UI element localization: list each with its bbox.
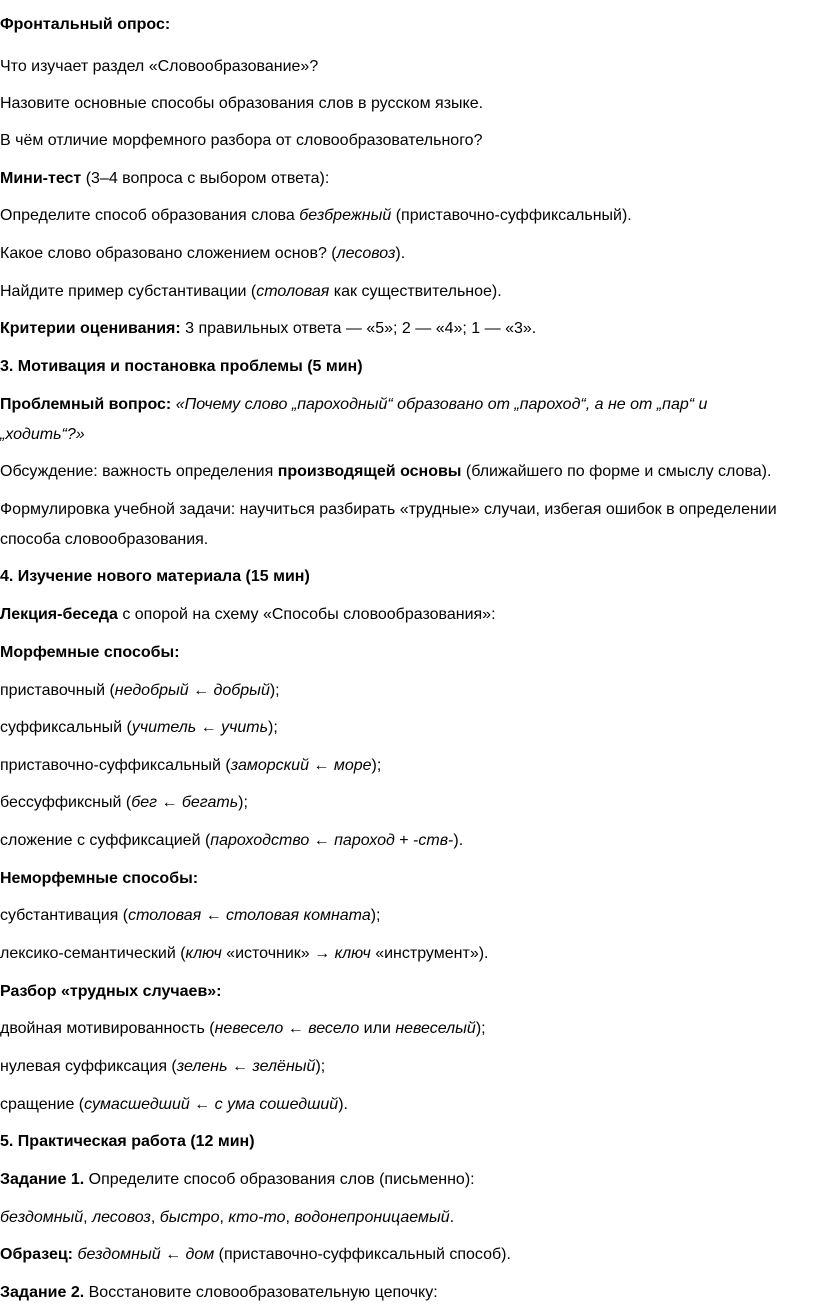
text-run: Задание 1. bbox=[0, 1171, 85, 1188]
text-run: сумасшедший ← с ума сошедший bbox=[84, 1096, 339, 1113]
text-run: лексико-семантический ( bbox=[0, 945, 186, 962]
text-run: Фронтальный опрос: bbox=[0, 16, 171, 33]
hard-cases-heading bbox=[0, 982, 222, 1002]
text-run: лесовоз bbox=[92, 1209, 151, 1226]
case-zero-suffixation bbox=[0, 1057, 325, 1077]
text-run: сращение ( bbox=[0, 1096, 85, 1113]
text-run: зелень ← зелёный bbox=[176, 1058, 316, 1075]
text-run: безбрежный bbox=[299, 207, 392, 224]
text-run: ); bbox=[475, 1020, 486, 1037]
text-run: (3–4 вопроса с выбором ответа): bbox=[81, 170, 330, 187]
text-run: «Почему слово „пароходный“ образовано от „пароход“, а не от „пар“ и bbox=[175, 396, 708, 413]
text-run: пароходство ← пароход bbox=[210, 832, 395, 849]
text-run: Проблемный вопрос: bbox=[0, 396, 172, 413]
question-1 bbox=[0, 57, 318, 77]
case-fusion bbox=[0, 1095, 348, 1115]
section-3-heading bbox=[0, 357, 363, 377]
method-zero-suffix bbox=[0, 793, 248, 813]
text-run: Что изучает раздел «Словообразование»? bbox=[0, 58, 319, 75]
discussion-text bbox=[0, 462, 771, 482]
text-run: Обсуждение: важность определения bbox=[0, 463, 278, 480]
text-run: невеселый bbox=[395, 1020, 476, 1037]
text-run: Назовите основные способы образования слов в русском языке. bbox=[0, 95, 484, 112]
nonmorphemic-methods-heading bbox=[0, 869, 198, 889]
morphemic-methods-heading bbox=[0, 643, 180, 663]
text-run: кто-то bbox=[228, 1209, 286, 1226]
text-run: Неморфемные способы: bbox=[0, 870, 199, 887]
method-suffixal bbox=[0, 718, 278, 738]
text-run: Определите способ образования слов (письменно): bbox=[84, 1171, 475, 1188]
text-run: столовая bbox=[256, 283, 330, 300]
section-5-heading bbox=[0, 1132, 255, 1152]
text-run: Восстановите словообразовательную цепочку: bbox=[84, 1284, 438, 1301]
text-run: бессуффиксный ( bbox=[0, 794, 132, 811]
text-run: 3. Мотивация и постановка проблемы (5 мин) bbox=[0, 358, 363, 375]
text-run: Какое слово образовано сложением основ? ( bbox=[0, 245, 337, 262]
heading-frontal-survey bbox=[0, 15, 170, 35]
text-run: ключ bbox=[185, 945, 222, 962]
text-run: как существительное). bbox=[329, 283, 502, 300]
text-run: водонепроницаемый bbox=[294, 1209, 450, 1226]
text-run: , bbox=[83, 1209, 93, 1226]
text-run: приставочный ( bbox=[0, 682, 115, 699]
text-run: бег ← бегать bbox=[131, 794, 239, 811]
mini-test-heading bbox=[0, 169, 329, 189]
text-run: (приставочно-суффиксальный способ). bbox=[214, 1246, 511, 1263]
method-compound-suffix bbox=[0, 831, 463, 851]
text-run: ). bbox=[338, 1096, 348, 1113]
text-run: Формулировка учебной задачи: научиться разбирать «трудные» случаи, избегая ошибок в определении bbox=[0, 501, 777, 518]
text-run: , bbox=[285, 1209, 295, 1226]
text-run: Мини-тест bbox=[0, 170, 82, 187]
text-run: В чём отличие морфемного разбора от словообразовательного? bbox=[0, 132, 483, 149]
text-run: -). bbox=[448, 832, 464, 849]
text-run: (ближайшего по форме и смыслу слова). bbox=[461, 463, 772, 480]
text-run: . bbox=[449, 1209, 455, 1226]
lecture-text bbox=[0, 605, 496, 625]
exercise-1 bbox=[0, 1170, 475, 1190]
text-run: или bbox=[359, 1020, 396, 1037]
test-item-2 bbox=[0, 244, 405, 264]
text-run: «источник» → bbox=[221, 945, 335, 962]
text-run: ключ bbox=[334, 945, 371, 962]
exercise-2 bbox=[0, 1283, 438, 1303]
text-run: Разбор «трудных случаев»: bbox=[0, 983, 222, 1000]
text-run: Определите способ образования слова bbox=[0, 207, 300, 224]
text-run: бездомный ← дом bbox=[77, 1246, 215, 1263]
text-run: , bbox=[219, 1209, 229, 1226]
text-run: + - bbox=[394, 832, 419, 849]
text-run: субстантивация ( bbox=[0, 907, 129, 924]
text-run: недобрый ← добрый bbox=[114, 682, 270, 699]
text-run: с опорой на схему «Способы словообразования»: bbox=[117, 606, 496, 623]
problem-question-line-2 bbox=[0, 425, 85, 445]
task-formulation-line-2 bbox=[0, 530, 208, 550]
question-2 bbox=[0, 94, 483, 114]
text-run: Образец: bbox=[0, 1246, 73, 1263]
text-run: ); bbox=[238, 794, 248, 811]
text-run: „ходить“?» bbox=[0, 426, 85, 443]
text-run: , bbox=[150, 1209, 160, 1226]
text-run: нулевая суффиксация ( bbox=[0, 1058, 177, 1075]
method-substantivation bbox=[0, 906, 381, 926]
text-run: бездомный bbox=[0, 1209, 84, 1226]
text-run: производящей основы bbox=[277, 463, 462, 480]
case-double-motivation bbox=[0, 1019, 486, 1039]
text-run: Критерии оценивания: bbox=[0, 320, 181, 337]
task-formulation-line-1 bbox=[0, 500, 777, 520]
test-item-1 bbox=[0, 206, 632, 226]
text-run: суффиксальный ( bbox=[0, 719, 132, 736]
text-run: учитель ← учить bbox=[131, 719, 269, 736]
text-run: 3 правильных ответа — «5»; 2 — «4»; 1 — «3». bbox=[180, 320, 537, 337]
example-text bbox=[0, 1245, 511, 1265]
method-lexical-semantic bbox=[0, 944, 488, 964]
text-run: быстро bbox=[159, 1209, 220, 1226]
text-run: невесело ← весело bbox=[214, 1020, 360, 1037]
text-run: ств bbox=[418, 832, 449, 849]
text-run: двойная мотивированность ( bbox=[0, 1020, 215, 1037]
text-run: способа словообразования. bbox=[0, 531, 209, 548]
grading-criteria bbox=[0, 319, 536, 339]
text-run: ); bbox=[370, 907, 381, 924]
text-run: лесовоз bbox=[336, 245, 396, 262]
text-run: Морфемные способы: bbox=[0, 644, 180, 661]
text-run: Найдите пример субстантивации ( bbox=[0, 283, 257, 300]
text-run: 5. Практическая работа (12 мин) bbox=[0, 1133, 255, 1150]
section-4-heading bbox=[0, 567, 310, 587]
text-run: заморский ← море bbox=[230, 757, 372, 774]
text-run: Задание 2. bbox=[0, 1284, 85, 1301]
text-run: столовая ← столовая комната bbox=[128, 907, 371, 924]
method-prefixal bbox=[0, 681, 280, 701]
test-item-3 bbox=[0, 282, 502, 302]
text-run: ). bbox=[395, 245, 406, 262]
problem-question-line-1 bbox=[0, 395, 707, 415]
text-run: (приставочно-суффиксальный). bbox=[391, 207, 632, 224]
text-run: 4. Изучение нового материала (15 мин) bbox=[0, 568, 310, 585]
question-3 bbox=[0, 131, 482, 151]
text-run: ); bbox=[269, 682, 280, 699]
text-run: ); bbox=[371, 757, 382, 774]
text-run: Лекция-беседа bbox=[0, 606, 118, 623]
text-run: «инструмент»). bbox=[370, 945, 489, 962]
text-run: ); bbox=[268, 719, 278, 736]
text-run: приставочно-суффиксальный ( bbox=[0, 757, 231, 774]
text-run: ); bbox=[315, 1058, 326, 1075]
exercise-1-words bbox=[0, 1208, 454, 1228]
text-run: сложение с суффиксацией ( bbox=[0, 832, 211, 849]
method-prefix-suffix bbox=[0, 756, 381, 776]
